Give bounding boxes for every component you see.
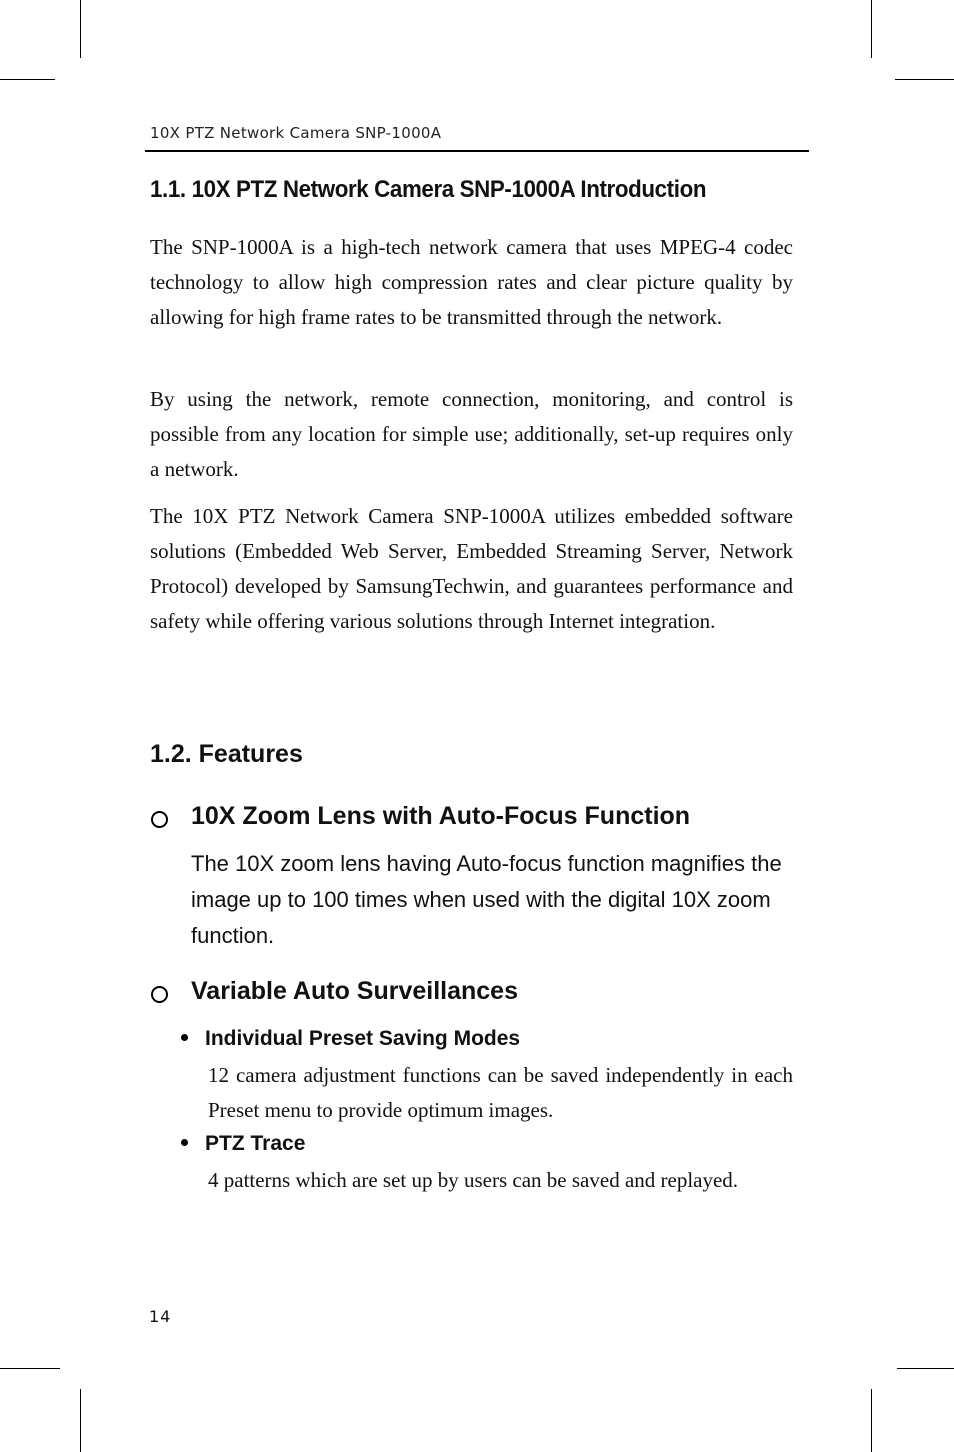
dot-bullet-icon (181, 1034, 188, 1041)
section-heading-features: 1.2. Features (150, 740, 303, 768)
crop-mark (897, 1368, 954, 1369)
crop-mark (80, 0, 81, 58)
crop-mark (871, 0, 872, 58)
crop-mark (0, 1368, 60, 1369)
intro-paragraph-2: By using the network, remote connection, monitoring, and control is possible from any location for simple use; additionally, set-up requires only a network. (150, 387, 793, 481)
page-number: 14 (149, 1307, 172, 1326)
circle-bullet-icon (151, 986, 168, 1003)
feature-title-surveillance: Variable Auto Surveillances (191, 977, 518, 1005)
feature-desc-zoom: The 10X zoom lens having Auto-focus function magnifies the image up to 100 times when used with the digital 10X zoom function. (191, 851, 782, 948)
subfeature-desc-ptz-trace: 4 patterns which are set up by users can be saved and replayed. (208, 1168, 739, 1192)
crop-mark (80, 1389, 81, 1452)
intro-paragraph-3: The 10X PTZ Network Camera SNP-1000A utilizes embedded software solutions (Embedded Web Server, Embedded Streaming Server, Network Protocol) developed by SamsungTechwin, and guarantees performance and safety while offering various solutions through Internet integration. (150, 504, 793, 633)
crop-mark (0, 79, 55, 80)
subfeature-title-preset: Individual Preset Saving Modes (205, 1027, 521, 1050)
dot-bullet-icon (181, 1139, 188, 1146)
crop-mark (895, 79, 954, 80)
subfeature-title-ptz-trace: PTZ Trace (205, 1132, 306, 1155)
feature-title-zoom: 10X Zoom Lens with Auto-Focus Function (191, 802, 691, 830)
circle-bullet-icon (151, 811, 168, 828)
running-header: 10X PTZ Network Camera SNP-1000A (150, 124, 442, 142)
crop-mark (871, 1389, 872, 1452)
section-heading-introduction: 1.1. 10X PTZ Network Camera SNP-1000A Introduction (150, 176, 707, 203)
intro-paragraph-1: The SNP-1000A is a high-tech network camera that uses MPEG-4 codec technology to allow high compression rates and clear picture quality by allowing for high frame rates to be transmitted through the network. (150, 235, 793, 329)
header-rule (145, 150, 809, 152)
subfeature-desc-preset: 12 camera adjustment functions can be saved independently in each Preset menu to provide optimum images. (208, 1063, 793, 1122)
